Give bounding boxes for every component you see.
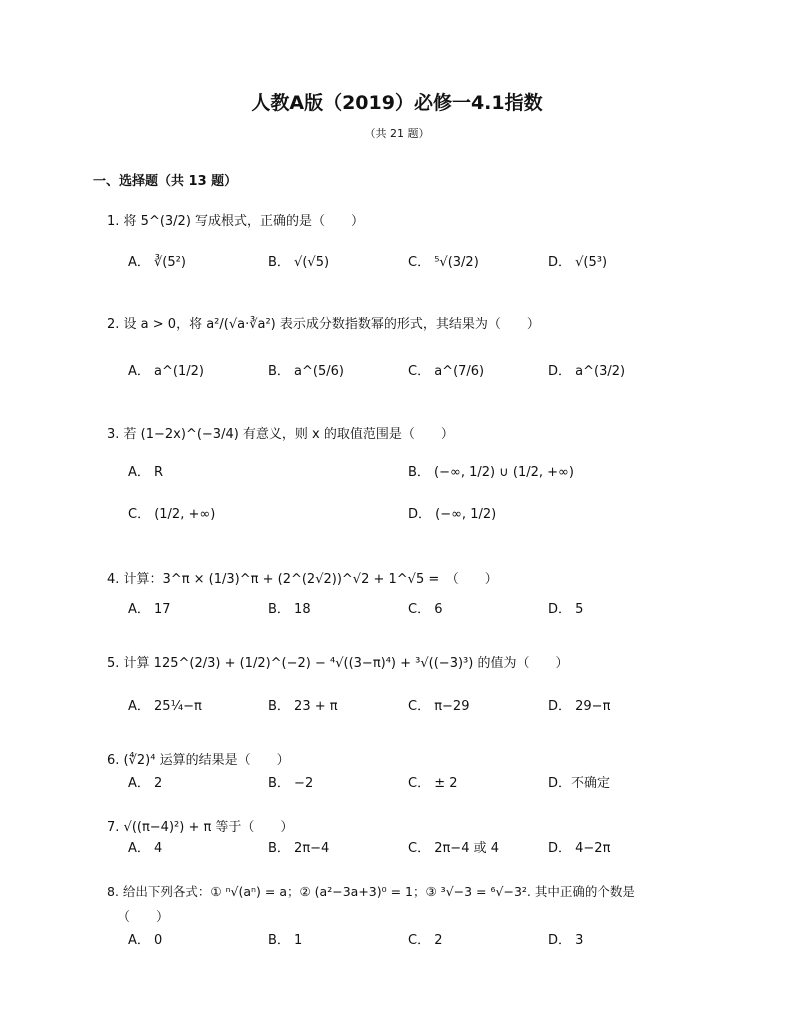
question-5-option-b: B． 23 + π (268, 699, 338, 714)
question-6-option-a: A． 2 (128, 776, 163, 791)
question-8-option-b: B． 1 (268, 933, 303, 948)
question-2-option-a: A． a^(1/2) (128, 364, 204, 379)
question-6-stem: 6. (∜2)⁴ 运算的结果是（ ） (107, 753, 290, 768)
question-4-option-a: A． 17 (128, 602, 171, 617)
question-1-option-b: B． √(√5) (268, 255, 330, 270)
question-6-option-d: D．不确定 (548, 776, 611, 791)
question-3-stem: 3. 若 (1−2x)^(−3/4) 有意义，则 x 的取值范围是（ ） (107, 427, 454, 442)
question-5-stem: 5. 计算 125^(2/3) + (1/2)^(−2) − ⁴√((3−π)⁴) + ³√((−3)³) 的值为（ ） (107, 656, 569, 671)
question-5-option-c: C． π−29 (408, 699, 470, 714)
question-count: （共 21 题） (364, 127, 430, 140)
question-8-stem: 8. 给出下列各式：① ⁿ√(aⁿ) = a；② (a²−3a+3)⁰ = 1；③ ³√−3 = ⁶√−3². 其中正确的个数是 (107, 884, 635, 899)
question-2-stem: 2. 设 a > 0，将 a²/(√a·∛a²) 表示成分数指数幂的形式，其结果为（ ） (107, 317, 540, 332)
question-4-option-d: D． 5 (548, 602, 584, 617)
question-8-stem-continued: （ ） (117, 910, 170, 925)
question-3-option-d: D． (−∞, 1/2) (408, 507, 497, 522)
question-2-option-b: B． a^(5/6) (268, 364, 344, 379)
question-1-option-c: C． ⁵√(3/2) (408, 255, 479, 270)
question-4-stem: 4. 计算：3^π × (1/3)^π + (2^(2√2))^√2 + 1^√5 = （ ） (107, 572, 498, 587)
question-4-option-b: B． 18 (268, 602, 311, 617)
question-1-option-a: A． ∛(5²) (128, 255, 186, 270)
question-3-option-a: A． R (128, 465, 164, 480)
question-6-option-c: C． ± 2 (408, 776, 458, 791)
question-8-option-a: A． 0 (128, 933, 163, 948)
question-7-option-b: B． 2π−4 (268, 841, 330, 856)
question-3-option-b: B． (−∞, 1/2) ∪ (1/2, +∞) (408, 465, 574, 480)
question-2-option-d: D． a^(3/2) (548, 364, 626, 379)
question-7-option-c: C． 2π−4 或 4 (408, 841, 500, 856)
question-8-option-d: D． 3 (548, 933, 584, 948)
section-heading: 一、选择题（共 13 题） (93, 174, 238, 189)
question-7-option-d: D． 4−2π (548, 841, 611, 856)
question-7-stem: 7. √((π−4)²) + π 等于（ ） (107, 820, 294, 835)
question-5-option-d: D． 29−π (548, 699, 611, 714)
question-1-option-d: D． √(5³) (548, 255, 608, 270)
question-2-option-c: C． a^(7/6) (408, 364, 485, 379)
question-6-option-b: B． −2 (268, 776, 314, 791)
question-7-option-a: A． 4 (128, 841, 163, 856)
question-3-option-c: C． (1/2, +∞) (128, 507, 216, 522)
question-5-option-a: A． 25¼−π (128, 699, 202, 714)
question-4-option-c: C． 6 (408, 602, 443, 617)
question-1-stem: 1. 将 5^(3/2) 写成根式，正确的是（ ） (107, 214, 365, 229)
question-8-option-c: C． 2 (408, 933, 443, 948)
document-title: 人教A版（2019）必修一4.1指数 (251, 92, 543, 114)
